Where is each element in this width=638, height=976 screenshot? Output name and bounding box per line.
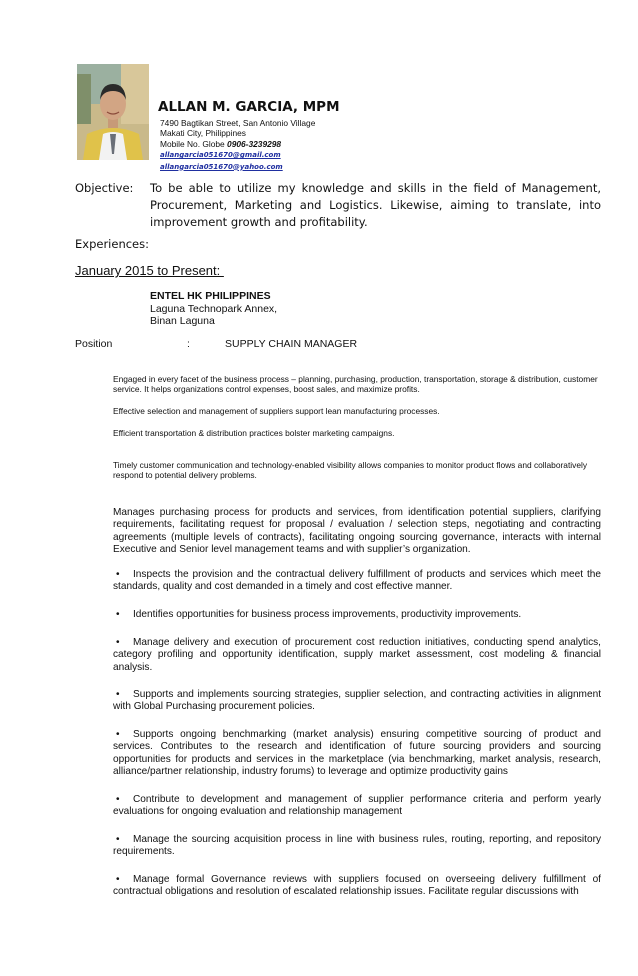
summary-paragraph: Efficient transportation & distribution practices bolster marketing campaigns. xyxy=(113,428,395,438)
duty-bullet xyxy=(113,637,601,674)
bullet-icon: • xyxy=(116,637,120,648)
email-gmail-link[interactable]: allangarcia051670@gmail.com xyxy=(160,151,281,160)
contact-block xyxy=(160,118,315,172)
bullet-icon: • xyxy=(116,569,120,580)
company-location-line2: Binan Laguna xyxy=(150,315,215,327)
bullet-icon: • xyxy=(116,729,120,740)
address-city: Makati City, Philippines xyxy=(160,128,246,139)
company-block xyxy=(150,290,277,328)
bullet-icon: • xyxy=(116,874,120,885)
position-colon: : xyxy=(187,338,190,350)
duty-text: Manage the sourcing acquisition process in line with business rules, routing, reporting, and repository requirements. xyxy=(113,834,601,858)
duty-bullet xyxy=(113,609,601,621)
profile-photo xyxy=(77,64,149,160)
duty-text: Inspects the provision and the contractual delivery fulfillment of products and services which meet the standards, quality and cost demanded in a timely and cost effective manner. xyxy=(113,569,601,593)
summary-paragraph: Engaged in every facet of the business process – planning, purchasing, production, transportation, storage & distribution, customer service. It helps organizations control expenses, boost sales, and maximize profits. xyxy=(113,374,598,395)
candidate-name: ALLAN M. GARCIA, MPM xyxy=(158,99,340,115)
company-name: ENTEL HK PHILIPPINES xyxy=(150,290,271,302)
mobile-line xyxy=(160,139,315,149)
summary-paragraph: Effective selection and management of suppliers support lean manufacturing processes. xyxy=(113,406,440,416)
objective-text: To be able to utilize my knowledge and skills in the field of Management, Procurement, Marketing and Logistics. Likewise, aiming to translate, into improvement growth and profitability. xyxy=(150,181,601,229)
duty-bullet xyxy=(113,689,601,714)
mobile-number: 0906-3239298 xyxy=(227,138,282,149)
address-line: 7490 Bagtikan Street, San Antonio Village xyxy=(160,118,316,128)
mobile-label: Mobile No. Globe xyxy=(160,138,225,149)
experiences-label: Experiences: xyxy=(75,237,149,251)
employment-period: January 2015 to Present: xyxy=(75,263,224,278)
company-location-line1: Laguna Technopark Annex, xyxy=(150,302,278,315)
bullet-icon: • xyxy=(116,794,120,805)
bullet-icon: • xyxy=(116,609,120,620)
duty-bullet xyxy=(113,834,601,859)
summary-paragraph: Timely customer communication and technology-enabled visibility allows companies to monitor product flows and collaboratively respond to potential delivery problems. xyxy=(113,460,588,481)
duty-bullet xyxy=(113,729,601,778)
duty-text: Contribute to development and management of supplier performance criteria and perform yearly evaluations for ongoing evaluation and relationship management xyxy=(113,794,601,818)
duty-text: Supports ongoing benchmarking (market analysis) ensuring competitive sourcing of product and services. Contributes to the research and identification of future sourcing providers and sourcing opportunities for products and services in the marketplace (via benchmarking, market analysis, research, alliance/partner relationship, industry forums) to leverage and optimize productivity gains xyxy=(113,729,601,777)
bullet-icon: • xyxy=(116,834,120,845)
objective-label: Objective: xyxy=(75,181,134,195)
bullet-icon: • xyxy=(116,689,120,700)
position-label: Position xyxy=(75,338,113,350)
duty-text: Supports and implements sourcing strategies, supplier selection, and contracting activities in alignment with Global Purchasing procurement policies. xyxy=(113,689,601,713)
duty-text: Manage delivery and execution of procurement cost reduction initiatives, conducting spend analytics, category profiling and opportunity identification, supply market assessment, cost modeling & financial analysis. xyxy=(113,637,601,673)
duty-bullet xyxy=(113,794,601,819)
duty-bullet xyxy=(113,569,601,594)
email-yahoo-link[interactable]: allangarcia051670@yahoo.com xyxy=(160,162,283,171)
duties-intro: Manages purchasing process for products and services, from identification potential suppliers, clarifying requirements, facilitating request for proposal / evaluation / selection steps, negotiating and contracting agreements (multiple levels of contracts), facilitating ongoing sourcing governance, interacts with internal Executive and Senior level management teams and with supplier’s organization. xyxy=(113,507,601,555)
position-title: SUPPLY CHAIN MANAGER xyxy=(225,338,358,350)
duty-text: Manage formal Governance reviews with suppliers focused on overseeing delivery fulfillment of contractual obligations and resolution of escalated relationship issues. Facilitate regular discussions with xyxy=(113,874,601,898)
duty-bullet xyxy=(113,874,601,899)
duty-text: Identifies opportunities for business process improvements, productivity improvements. xyxy=(133,609,522,620)
